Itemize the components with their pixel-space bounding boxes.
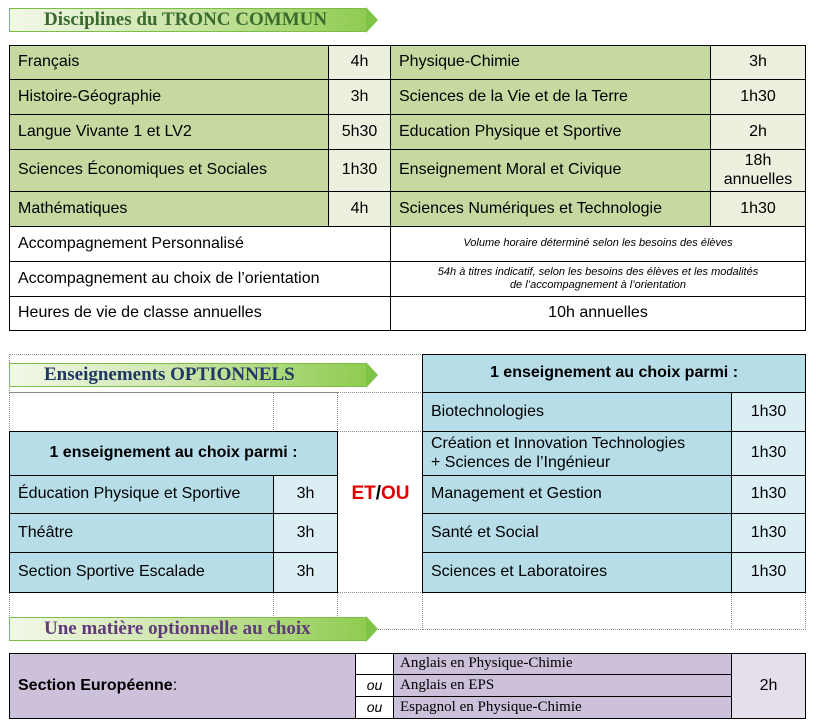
option-subject: Santé et Social [422,513,732,553]
vie-classe-label: Heures de vie de classe annuelles [9,296,391,331]
et-ou-connector [338,483,423,505]
tronc-hours-line: 18h [744,152,772,170]
connector-slash: / [375,483,382,504]
vie-classe-hours: 10h annuelles [390,296,806,331]
euro-option: Espagnol en Physique-Chimie [393,696,732,719]
tronc-hours: 1h30 [710,79,806,115]
option-hours: 1h30 [731,513,806,553]
section-europeenne-name: Section Européenne [18,676,173,694]
connector-ou: OU [381,483,410,504]
tronc-hours: 4h [328,191,391,227]
connector-et: ET [351,483,376,504]
tronc-subject: Histoire-Géographie [9,79,329,115]
banner-arrow-icon [366,616,378,642]
tronc-hours: 1h30 [328,149,391,192]
option-subject: Sciences et Laboratoires [422,552,732,593]
tronc-subject: Langue Vivante 1 et LV2 [9,114,329,150]
tronc-hours: 5h30 [328,114,391,150]
section-europeenne-colon: : [172,676,178,694]
matiere-title: Une matière optionnelle au choix [9,617,366,641]
accomp-orient-label: Accompagnement au choix de l’orientation [9,261,391,297]
option-prefix: ou [355,674,394,697]
grid-line [731,592,806,630]
tronc-subject: Mathématiques [9,191,329,227]
tronc-commun-title: Disciplines du TRONC COMMUN [9,8,366,32]
tronc-subject: Sciences Économiques et Sociales [9,149,329,192]
option-subject [422,431,732,476]
option-subject: Management et Gestion [422,475,732,514]
tronc-hours: 4h [328,45,391,80]
tronc-hours: 3h [710,45,806,80]
tronc-hours: 1h30 [710,191,806,227]
grid-line [422,592,732,630]
tronc-subject: Physique-Chimie [390,45,711,80]
accomp-perso-note: Volume horaire déterminé selon les besoins des élèves [390,226,806,262]
option-subject: Théâtre [9,513,274,553]
tronc-subject: Français [9,45,329,80]
tronc-commun-banner [9,7,378,33]
tronc-hours-line: annuelles [723,170,793,188]
banner-arrow-icon [366,362,378,388]
grid-line [337,431,423,593]
option-hours: 1h30 [731,475,806,514]
tronc-subject: Sciences Numériques et Technologie [390,191,711,227]
tronc-subject: Enseignement Moral et Civique [390,149,711,192]
grid-line [273,392,338,432]
section-europeenne-label [9,653,356,719]
tronc-hours: 3h [328,79,391,115]
tronc-hours [710,149,806,192]
euro-hours: 2h [731,653,806,719]
option-prefix: ou [355,696,394,719]
option-hours: 1h30 [731,552,806,593]
optionnels-title: Enseignements OPTIONNELS [9,363,366,387]
option-subject-line: Création et Innovation Technologies [431,435,686,453]
banner-arrow-icon [366,7,378,33]
left-choice-header: 1 enseignement au choix parmi : [9,431,338,476]
euro-option: Anglais en Physique-Chimie [393,653,732,675]
matiere-banner [9,616,378,642]
option-subject: Éducation Physique et Sportive [9,475,274,514]
option-subject: Biotechnologies [422,392,732,432]
grid-line [9,392,274,432]
optionnels-banner [9,362,378,388]
tronc-hours: 2h [710,114,806,150]
option-hours: 1h30 [731,431,806,476]
option-hours: 3h [273,552,338,593]
euro-option: Anglais en EPS [393,674,732,697]
option-hours: 3h [273,475,338,514]
right-choice-header: 1 enseignement au choix parmi : [422,354,806,393]
accomp-orient-note-line: de l’accompagnement à l’orientation [509,279,687,291]
option-hours: 1h30 [731,392,806,432]
tronc-subject: Education Physique et Sportive [390,114,711,150]
option-hours: 3h [273,513,338,553]
option-subject-line: + Sciences de l’Ingénieur [431,453,611,471]
accomp-orient-note [390,261,806,297]
grid-line [337,392,423,432]
tronc-subject: Sciences de la Vie et de la Terre [390,79,711,115]
accomp-orient-note-line: 54h à titres indicatif, selon les besoins des élèves et les modalités [437,265,759,278]
option-subject: Section Sportive Escalade [9,552,274,593]
option-prefix [355,653,394,675]
accomp-perso-label: Accompagnement Personnalisé [9,226,391,262]
